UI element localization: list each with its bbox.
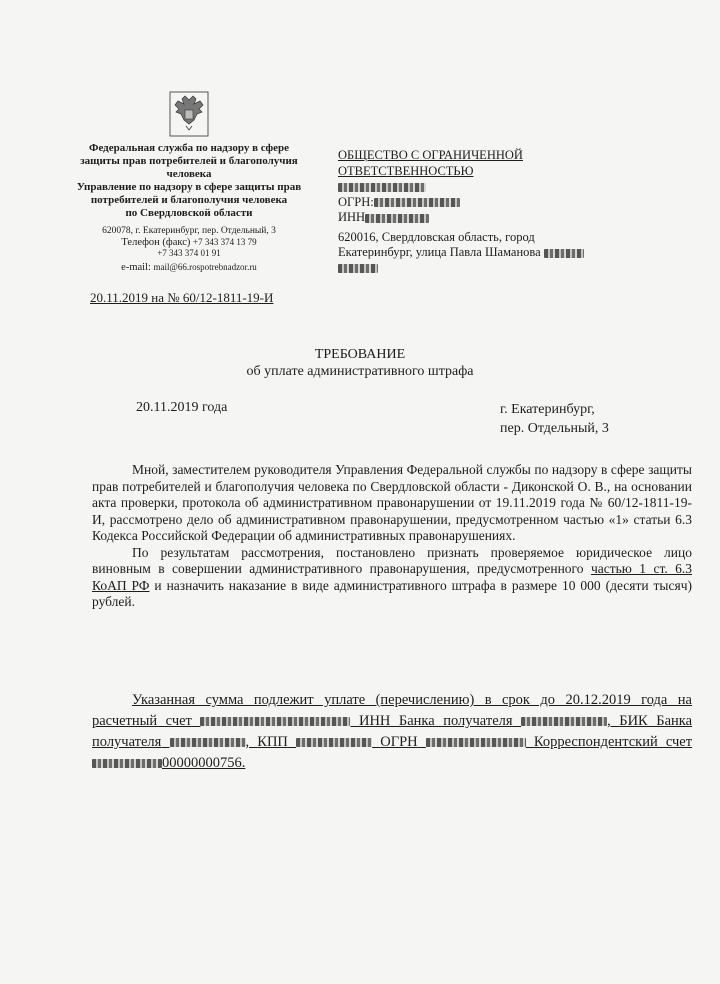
phone-number-1: +7 343 374 13 79 <box>193 237 257 247</box>
para2-end: и назначить наказание в виде административного штрафа в размере 10 000 (десяти тысяч) рублей. <box>92 577 692 609</box>
sender-org-line: Управление по надзору в сфере защиты прав <box>76 181 302 193</box>
inn-label: ИНН <box>338 210 366 224</box>
document-title-block <box>0 346 720 380</box>
para2-start: По результатам рассмотрения, постановлено признать проверяемое юридическое лицо виновным в совершении административного правонарушения, предусмотренного <box>92 544 692 576</box>
redaction-mark <box>92 759 162 768</box>
pay-end: 00000000756. <box>162 755 246 771</box>
redaction-mark <box>200 717 350 726</box>
redaction-mark <box>365 214 429 223</box>
sender-address: 620078, г. Екатеринбург, пер. Отдельный, 3 <box>102 226 276 236</box>
address-street: Екатеринбург, улица Павла Шаманова <box>338 245 541 259</box>
payment-paragraph <box>92 690 692 774</box>
pay-part-3: БИК Банка получателя <box>92 713 693 750</box>
ogrn-label: ОГРН: <box>338 194 374 209</box>
document-title: ТРЕБОВАНИЕ <box>314 347 406 362</box>
paragraph-1: Мной, заместителем руководителя Управления Федеральной службы по надзору в сфере защиты прав потребителей и благополучия человека по Свердловской области - Диконской О. В., на основании акта проверки, протокола об административном правонарушении от 19.11.2019 года № 60/12-1811-19-И, рассмотрено дело об административном правонарушении, предусмотренном частью «1» статьи 6.3 Кодекса Российской Федерации об административных правонарушениях. <box>92 462 692 543</box>
recipient-address-line1: 620016, Свердловская область, город <box>338 229 535 244</box>
coat-of-arms-emblem <box>168 90 210 138</box>
redaction-mark <box>296 738 372 747</box>
sender-org-line: защиты прав потребителей и благополучия <box>80 155 298 167</box>
sender-org-line: по Свердловской области <box>125 207 253 219</box>
redaction-mark <box>338 183 426 192</box>
redacted-company-name <box>338 179 598 195</box>
place-line1: г. Екатеринбург, <box>500 402 595 417</box>
recipient-ogrn <box>338 195 598 211</box>
pay-part-5: ОГРН <box>380 734 418 750</box>
phone-number-2: +7 343 374 01 91 <box>157 248 221 258</box>
paragraph-2 <box>92 545 692 611</box>
redaction-mark <box>170 738 246 747</box>
payment-text: Указанная сумма подлежит уплате (перечислению) в срок до 20.12.2019 года на расчетный счет ИНН Банка получателя , БИК Банка получателя , КПП ОГРН Корреспондентский счет 00000000756. <box>92 692 693 771</box>
email-label: e-mail: <box>121 262 151 273</box>
email-address: mail@66.rospotrebnadzor.ru <box>153 262 257 272</box>
redaction-mark <box>426 738 526 747</box>
recipient-address-line2 <box>338 245 598 261</box>
document-body <box>92 462 692 611</box>
document-date: 20.11.2019 года <box>136 400 228 415</box>
sender-org-line: потребителей и благополучия человека <box>90 194 288 206</box>
pay-part-2: ИНН Банка получателя <box>358 713 513 729</box>
sender-org-line: человека <box>166 168 212 180</box>
sender-phone <box>58 237 320 248</box>
pay-part-6: Корреспондентский счет <box>533 734 693 750</box>
recipient-name-line1: ОБЩЕСТВО С ОГРАНИЧЕННОЙ <box>338 148 523 162</box>
reference-number: 20.11.2019 на № 60/12-1811-19-И <box>90 290 274 305</box>
place-line2: пер. Отдельный, 3 <box>500 421 609 436</box>
recipient-block <box>338 148 598 276</box>
redaction-mark <box>544 249 584 258</box>
sender-email <box>58 260 320 275</box>
article-reference: частью 1 ст. 6.3 КоАП РФ <box>92 561 693 593</box>
pay-part-4: КПП <box>257 734 288 750</box>
recipient-inn <box>338 210 598 226</box>
redaction-mark <box>338 264 378 273</box>
sender-block <box>58 142 320 275</box>
document-subtitle: об уплате административного штрафа <box>246 364 474 379</box>
phone-label: Телефон (факс) <box>121 237 191 248</box>
pay-part-1: Указанная сумма подлежит уплате (перечислению) в срок до 20.12.2019 года на расчетный счет <box>92 692 692 729</box>
redaction-mark <box>521 717 607 726</box>
sender-org-line: Федеральная служба по надзору в сфере <box>89 142 289 154</box>
document-place <box>500 400 609 438</box>
recipient-address-line3 <box>338 261 598 277</box>
recipient-name-line2: ОТВЕТСТВЕННОСТЬЮ <box>338 163 474 178</box>
redaction-mark <box>374 198 460 207</box>
